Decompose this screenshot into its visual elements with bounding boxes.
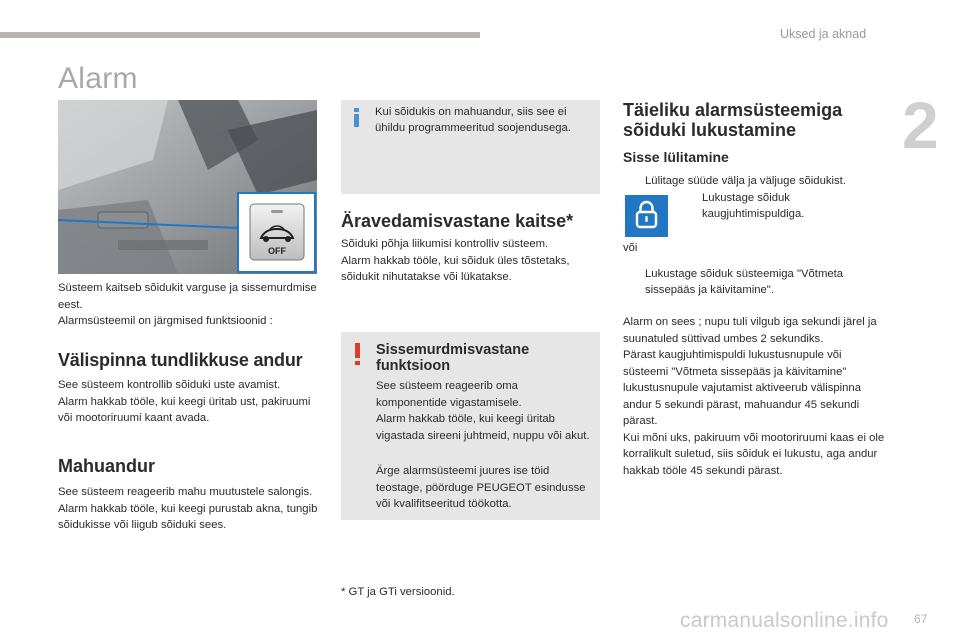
exterior-sensor-text: See süsteem kontrollib sõiduki uste avamist. Alarm hakkab tööle, kui keegi üritab ust, pakiruumi või mootoriruumi kaant avada. [58,379,311,424]
activation-heading: Sisse lülitamine [623,149,729,165]
volumetric-sensor-heading: Mahuandur [58,456,155,476]
alarm-on-description: Alarm on sees ; nupu tuli vilgub iga sekundi järel ja suunatuled süttivad umbes 2 sekundiks. Pärast kaugjuhtimispuldi lukustusnupule või süsteemi "Võtmeta sissepääs ja käivitamine" lukustusnupule vajutamist aktiveerub välispinna andur 5 sekundi pärast, mahuandur 45 sekundi pärast. Kui mõni uks, pakiruum või mootoriruumi kaas ei ole korralikult suletud, siis sõiduk ei lukustu, aga andur hakkab tööle 45 sekundi pärast. [623,316,885,477]
warning-icon [352,343,362,365]
watermark: carmanualsonline.info [680,609,889,632]
footnote: * GT ja GTi versioonid. [341,586,455,598]
step-list-item: Lülitage süüde välja ja väljuge sõidukist. [645,175,846,187]
step-list-item: Lukustage sõiduk süsteemiga "Võtmeta sissepääs ja käivitamine". [645,268,844,296]
exterior-sensor-heading: Välispinna tundlikkuse andur [58,350,303,370]
step-list-item: Lukustage sõiduk kaugjuhtimispuldiga. [702,192,805,220]
section-title: Uksed ja aknad [780,27,867,41]
full-lock-heading: Täieliku alarmsüsteemiga sõiduki lukustamine [623,100,843,140]
anti-tilt-heading: Äravedamisvastane kaitse* [341,211,574,231]
anti-tamper-heading: Sissemurdmisvastane funktsioon [376,342,530,374]
info-icon [352,108,362,128]
page-title: Alarm [58,62,138,95]
chapter-number: 2 [902,88,939,162]
dashboard-illustration [58,100,317,274]
or-separator: või [623,242,638,254]
anti-tilt-text: Sõiduki põhja liikumisi kontrolliv süsteem. Alarm hakkab tööle, kui sõiduk üles tõstetaks, sõidukit nihutatakse või lükatakse. [341,238,570,283]
alarm-button-photo [58,100,317,274]
page-number: 67 [914,612,928,626]
lock-button-icon [625,195,668,237]
anti-tamper-advice: Ärge alarmsüsteemi juures ise töid teostage, pöörduge PEUGEOT esindusse või kvalifitseeritud töökotta. [376,465,586,510]
off-button-label: OFF [268,246,286,256]
header-bar [0,32,480,38]
intro-text: Süsteem kaitseb sõidukit varguse ja sissemurdmise eest. Alarmsüsteemil on järgmised funktsioonid : [58,282,317,327]
info-box-text: Kui sõidukis on mahuandur, siis see ei ühildu programmeeritud soojendusega. [375,106,571,134]
anti-tamper-text: See süsteem reageerib oma komponentide vigastamisele. Alarm hakkab tööle, kui keegi üritab vigastada sireeni juhtmeid, nuppu või akut. [376,380,590,442]
volumetric-sensor-text: See süsteem reageerib mahu muutustele salongis. Alarm hakkab tööle, kui keegi purustab akna, tungib sõidukisse või liigub sõiduki sees. [58,486,318,531]
